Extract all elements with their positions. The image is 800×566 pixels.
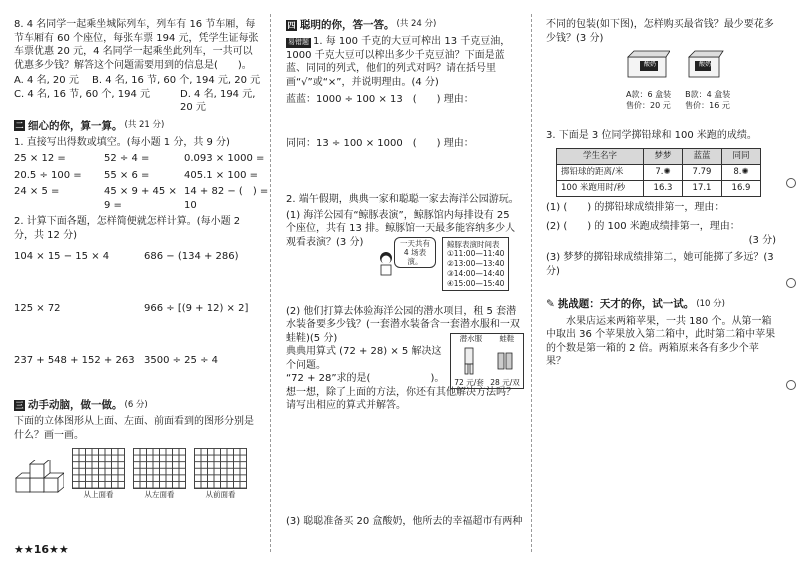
simplify-item: 3500 ÷ 25 ÷ 4 <box>144 355 219 367</box>
quick-calc-item: 52 ÷ 4 = <box>104 153 150 165</box>
binding-hole-icon <box>786 178 796 188</box>
diving-formula: 典典用算式 (72 + 28) × 5 解决这个问题。 <box>286 346 442 371</box>
section-3-icon: 三 <box>15 400 24 410</box>
simplify-item: 686 − (134 + 286) <box>144 251 239 263</box>
left-column <box>0 0 268 566</box>
schedule-title: 鲸豚表演时间表 <box>447 239 500 249</box>
hidden-digit-icon: ✺ <box>663 166 671 177</box>
challenge-question: 水果店运来两箱苹果，一共 180 个。从第一箱中取出 36 个苹果放入第二箱中，此时第二箱中苹果的个数是第一箱的 2 倍。两箱原来各有多少个苹果？ <box>546 315 776 368</box>
simplify-item: 125 × 72 <box>14 303 61 315</box>
left-view-grid[interactable] <box>133 448 186 489</box>
simplify-item: 104 × 15 − 15 × 4 <box>14 251 110 263</box>
draw-views-question: 下面的立体图形从上面、左面、前面看到的图形分别是什么？画一画。 <box>14 416 254 441</box>
equipment-pics <box>451 344 523 378</box>
section-2-heading <box>14 119 262 133</box>
table-header: 梦梦 <box>644 148 683 164</box>
quick-calc-item: 24 × 5 = <box>14 186 60 198</box>
cube-stack-figure <box>14 460 64 500</box>
soy-question <box>286 35 524 89</box>
middle-column <box>272 0 530 566</box>
challenge-score: (10 分) <box>696 298 725 309</box>
pack-b-brand: 酸奶 <box>699 61 712 68</box>
show-schedule <box>442 237 509 292</box>
top-view-grid[interactable] <box>72 448 125 489</box>
sports-table-header <box>557 148 761 164</box>
table-header: 蓝蓝 <box>683 148 722 164</box>
pack-a-brand: 酸奶 <box>644 61 657 68</box>
yogurt-question-start: (3) 聪聪准备买 20 盒酸奶，他所去的幸福超市有两种 <box>286 516 523 527</box>
schedule-row: ②13:00—13:40 <box>447 259 505 269</box>
diving-block <box>286 305 524 413</box>
views-area <box>14 448 262 500</box>
left-view-caption: 从左面看 <box>144 490 175 500</box>
simplify-item: 966 ÷ [(9 + 12) × 2] <box>144 303 249 315</box>
diving-question: (2) 他们打算去体验海洋公园的潜水项目，租 5 套潜水装备要多少钱？(一套潜水装备含一套潜水服和一双蛙鞋)(5 分) <box>286 305 520 344</box>
pack-a-label: A款：6 盒装 <box>626 89 672 99</box>
dolphin-show-block <box>286 209 524 305</box>
soy-question-text: 1. 每 100 千克的大豆可榨出 13 千克豆油，1000 千克大豆可以榨出多少千克豆油？下面是蓝蓝、同同的列式，他们的列式对吗？请在括号里画“√”或“×”，并说明理由。(4 分) <box>286 36 511 88</box>
pencil-icon: ✎ <box>546 298 555 311</box>
pack-a-price: 售价：20 元 <box>626 100 671 110</box>
pack-b <box>685 49 730 111</box>
right-column <box>532 0 800 566</box>
sports-sub-2: (2) ( ) 的 100 米跑成绩排第一，理由： <box>546 221 740 233</box>
simplify-calc-grid <box>14 250 262 394</box>
section-4-heading <box>286 18 524 32</box>
table-cell <box>644 164 683 180</box>
pack-b-price: 售价：16 元 <box>685 100 730 110</box>
left-view-box <box>133 448 186 500</box>
binding-hole-icon <box>786 380 796 390</box>
sports-table <box>556 148 761 197</box>
top-view-box <box>72 448 125 500</box>
table-row-label: 100 米跑用时/秒 <box>557 180 644 196</box>
front-view-grid[interactable] <box>194 448 247 489</box>
section-3-title: 动手动脑，做一做。 <box>28 399 123 412</box>
pack-b-label: B款：4 盒装 <box>685 89 731 99</box>
option-d: D. 4 名, 194 元, 20 元 <box>180 88 256 113</box>
section-2-title: 细心的你，算一算。 <box>28 119 123 132</box>
wetsuit-price: 72 元/套 <box>454 377 484 387</box>
option-b: B. 4 名, 16 节, 60 个, 194 元, 20 元 <box>92 75 261 86</box>
section-3-heading <box>14 398 262 412</box>
cell-value: 8. <box>733 166 742 177</box>
sports-sub-1: (1) ( ) 的掷铅球成绩排第一，理由： <box>546 201 725 213</box>
quick-calc-grid <box>14 152 269 212</box>
sports-sub-3: (3) 梦梦的掷铅球成绩排第二，她可能掷了多远？(3 分) <box>546 252 774 277</box>
question-8-options <box>14 74 262 115</box>
quick-calc-item: 45 × 9 + 45 × 9 = <box>104 186 177 211</box>
wetsuit-icon <box>460 346 478 376</box>
table-header: 同同 <box>722 148 761 164</box>
table-row-label: 掷铅球的距离/米 <box>557 164 644 180</box>
option-c: C. 4 名, 16 节, 60 个, 194 元 <box>14 88 151 100</box>
sports-sub-score: (3 分) <box>748 234 776 246</box>
page-number: ★★16★★ <box>14 543 69 557</box>
yogurt-packs <box>626 49 776 111</box>
quick-calc-item: 55 × 6 = <box>104 169 150 181</box>
table-row <box>557 180 761 196</box>
quick-calc-item: 20.5 ÷ 100 = <box>14 169 82 181</box>
section-4-score: (共 24 分) <box>396 19 437 30</box>
challenge-title: 挑战题：天才的你，试一试。 <box>557 298 695 311</box>
quick-calc-item: 25 × 12 = <box>14 153 66 165</box>
sports-question: 3. 下面是 3 位同学掷铅球和 100 米跑的成绩。 <box>546 130 757 142</box>
show-count-bubble: 一天共有 4 场表演。 <box>394 237 436 268</box>
flippers-label: 蛙鞋 <box>499 333 515 343</box>
quick-calc-item: 405.1 × 100 = <box>184 169 259 181</box>
question-8: 8. 4 名同学一起乘坐城际列车，列车有 16 节车厢，每节车厢有 60 个座位，每张车票 194 元，凭学生证每张车票优惠 20 元，4 名同学一起乘坐此列车，一共可以优惠多少钱？解答这个问题需要用到的信息是( )。 <box>14 19 259 71</box>
table-row <box>557 164 761 180</box>
column-divider <box>270 14 271 552</box>
diving-meaning: “72 + 28”求的是( )。 <box>286 373 445 385</box>
diving-alternative: 想一想，除了上面的方法，你还有其他解决方法吗？请写出相应的算式并解答。 <box>286 386 516 412</box>
tongtong-formula: 同同：13 ÷ 100 × 1000 ( ) 理由： <box>286 138 474 150</box>
yogurt-question-cont: 不同的包装(如下图)，怎样购买最省钱？最少要花多少钱？(3 分) <box>546 19 774 44</box>
hidden-digit-icon: ✺ <box>741 166 749 177</box>
trip-question: 2. 端午假期，典典一家和聪聪一家去海洋公园游玩。 <box>286 194 519 206</box>
quick-calc-item: 0.093 × 1000 = <box>184 153 265 165</box>
top-view-caption: 从上面看 <box>83 490 114 500</box>
binding-hole-icon <box>786 278 796 288</box>
section-4-title: 聪明的你，答一答。 <box>300 19 395 31</box>
wetsuit-label: 潜水服 <box>459 333 483 343</box>
section-2-score: (共 21 分) <box>124 119 165 130</box>
calc-question-1-title: 1. 直接写出得数或填空。(每小题 1 分，共 9 分) <box>14 136 230 148</box>
pack-a <box>626 49 671 111</box>
table-cell <box>722 164 761 180</box>
table-cell: 16.3 <box>644 180 683 196</box>
equipment-labels <box>451 334 523 344</box>
front-view-caption: 从前面看 <box>205 490 236 500</box>
challenge-heading <box>546 297 776 311</box>
section-3-score: (6 分) <box>124 399 148 410</box>
quick-calc-item: 14 + 82 − ( ) = 10 <box>184 186 269 211</box>
table-cell: 16.9 <box>722 180 761 196</box>
flippers-icon <box>496 351 514 371</box>
section-4-icon: 四 <box>287 20 296 30</box>
calc-question-2-title: 2. 计算下面各题，怎样简便就怎样计算。(每小题 2 分，共 12 分) <box>14 216 241 241</box>
equipment-box <box>450 333 524 389</box>
option-a: A. 4 名, 20 元 <box>14 75 79 86</box>
error-prone-tag: 易错题 <box>288 38 309 47</box>
child-figure-icon <box>376 251 396 277</box>
flippers-price: 28 元/双 <box>490 377 520 387</box>
cell-value: 7. <box>655 166 664 177</box>
section-2-icon: 二 <box>15 121 24 131</box>
schedule-row: ①11:00—11:40 <box>447 249 505 259</box>
table-header: 学生名字 <box>557 148 644 164</box>
dolphin-show-question: (1) 海洋公园有“鲸豚表演”，鲸豚馆内每排设有 25 个座位，共有 13 排。鲸豚馆一天最多能容纳多少人观看表演？(3 分) <box>286 209 516 248</box>
front-view-box <box>194 448 247 500</box>
schedule-row: ③14:00—14:40 <box>447 268 505 278</box>
equipment-prices <box>451 378 523 388</box>
table-cell: 7.79 <box>683 164 722 180</box>
schedule-row: ④15:00—15:40 <box>447 278 505 288</box>
simplify-item: 237 + 548 + 152 + 263 <box>14 355 135 367</box>
lanlan-formula: 蓝蓝：1000 ÷ 100 × 13 ( ) 理由： <box>286 94 474 106</box>
table-cell: 17.1 <box>683 180 722 196</box>
